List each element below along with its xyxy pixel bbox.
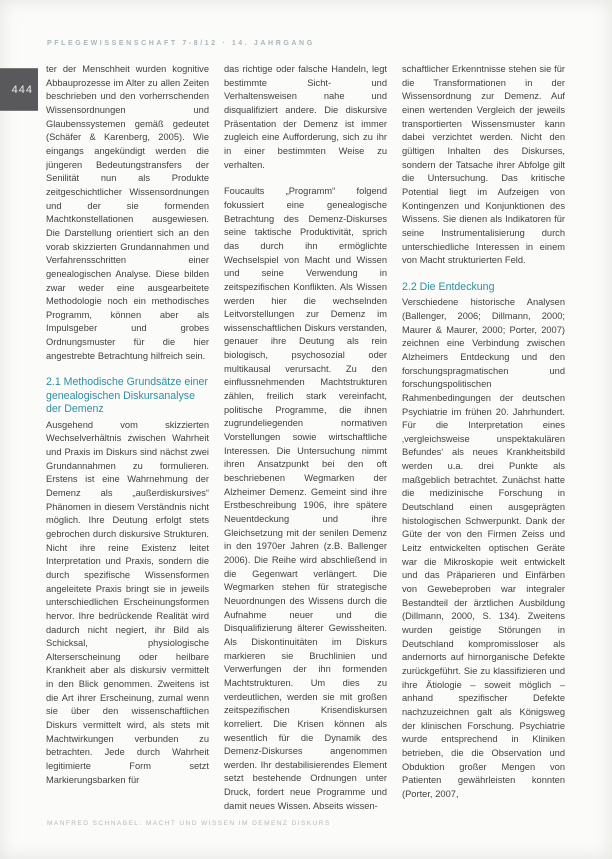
article-body [46, 63, 565, 810]
body-paragraph: Verschiedene historische Analysen (Ballenger, 2006; Dillmann, 2000; Maurer & Maurer, 2000; Porter, 2007) zeichnen eine Verbindung zwischen Alzheimers Entdeckung und den forschungspragmatischen und forschungspolitischen Rahmenbedingungen der deutschen Psychiatrie im frühen 20. Jahrhundert. Für die Interpretation eines ‚vergleichsweise unspektakulären Befundes‘ als neues Krankheitsbild werden u.a. drei Punkte als maßgeblich betrachtet. Zunächst hatte die medizinische Forschung in Deutschland einen ausgeprägten histologischen Schwerpunkt. Dank der Güte der von den Firmen Zeiss und Leitz entwickelten optischen Geräte war die Mikroskopie weit entwickelt und das Präparieren und Einfärben von Gewebeproben war integraler Bestandteil der ärztlichen Ausbildung (Dillmann, 2000, S. 134). Zweitens wurden geistige Störungen in Deutschland kompromissloser als andernorts auf hirnorganische Defekte zurückgeführt. Sie zu klassifizieren und ihre Ätiologie – soweit möglich – anhand spezifischer Defekte nachzuzeichnen galt als Königsweg der klinischen Forschung. Psychiatrie wurde entsprechend in Kliniken betrieben, die die Observation und Obduktion großer Mengen von Patienten gewährleisten konnten (Porter, 2007, [402, 297, 565, 799]
footer-byline: MANFRED SCHNABEL: MACHT UND WISSEN IM DEMENZ DISKURS [47, 820, 331, 827]
body-paragraph: Ausgehend vom skizzierten Wechselverhältnis zwischen Wahrheit und Praxis im Diskurs sind nächst zwei Grundannahmen zu formulieren. Erstens ist eine Wahrnehmung der Demenz als „außerdiskursives“ Phänomen in diesem Verständnis nicht möglich. Ihre Deutung erfolgt stets gebrochen durch diskursive Strukturen. Nicht ihre reine Existenz leitet Interpretation und Praxis, sondern die durch spezifische Wissensformen angeleitete Praxis bringt sie in jeweils unterschiedlichen Erscheinungsformen hervor. Ihre bedrückende Realität wird dadurch nicht negiert, ihr Bild als Schicksal, physiologische Alterserscheinung oder heilbare Krankheit aber als diskursiv vermittelt in den Blick genommen. Zweitens ist die Art ihrer Erscheinung, zumal wenn sie über den wissenschaftlichen Diskurs vermittelt wird, als stets mit Machtwirkungen verbunden zu betrachten. Jede durch Wahrheit legitimierte Form setzt Markierungsbarken für [46, 419, 209, 785]
text-column-2 [224, 63, 387, 810]
body-paragraph: das richtige oder falsche Handeln, legt bestimmte Sicht- und Verhaltensweisen nahe und disqualifiziert andere. Die diskursive Präsentation der Demenz ist immer zugleich eine Aufforderung, sich zu ihr in einer bestimmten Weise zu verhalten. [224, 64, 387, 170]
section-heading: 2.1 Methodische Grundsätze einer genealogischen Diskursanalyse der Demenz [46, 376, 208, 416]
body-paragraph: Foucaults „Programm“ folgend fokussiert eine genealogische Betrachtung des Demenz-Diskurses seine taktische Produktivität, sprich das durch ihn ermöglichte Wechselspiel von Macht und Wissen und seine Verwendung in zeitspezifischen Konflikten. Als Wissen werden hier die wechselnden Leitvorstellungen zur Demenz im wissenschaftlichen Diskurs verstanden, genauer ihre Deutung als rein biologisch, psychosozial oder multikausal verursacht. Zu den einflussnehmenden Machtstrukturen zählen, freilich stark vereinfacht, politische Programme, die ihnen zugrundeliegenden normativen Vorstellungen sowie wirtschaftliche Interessen. Die Untersuchung nimmt ihren Ansatzpunkt bei den oft beschriebenen Wegmarken der Alzheimer Demenz. Gemeint sind ihre Erstbeschreibung 1906, ihre spätere Neuentdeckung und ihre Gleichsetzung mit der senilen Demenz in den 1970er Jahren (z.B. Ballenger 2006). Die Reihe wird abschließend in die Gegenwart verlängert. Die Wegmarken stehen für strategische Neuordnungen des Wissens durch die Aufnahme neuer und die Disqualifizierung älterer Gewissheiten. Als Diskontinuitäten im Diskurs markieren sie Bruchlinien und Verwerfungen der ihn formenden Machtstrukturen. Um dies zu verdeutlichen, werden sie mit großen zeitspezifischen Krisendiskursen korreliert. Die Krisen können als wesentlich für die Dynamik des Demenz-Diskurses angenommen werden. Ihr destabilisierendes Element setzt bestehende Ordnungen unter Druck, fordert neue Programme und damit neues Wissen. Abseits wissen- [224, 186, 387, 810]
text-column-3 [402, 63, 565, 810]
body-paragraph: schaftlicher Erkenntnisse stehen sie für die Transformationen in der Wissensordnung zur Demenz. Auf einen wertenden Vergleich der jeweils transportierten Wissensmuster kann dabei verzichtet werden. Nicht den gültigen Inhalten des Diskurses, sondern der Tatsache ihrer Abfolge gilt die Untersuchung. Das kritische Potential liegt im Aufzeigen von Kontingenzen und Konjunktionen des Wissens. Sie dienen als Indikatoren für seine Instrumentalisierung durch unterschiedliche Interessen in einem von Macht strukturierten Feld. [402, 64, 565, 266]
text-column-1 [46, 63, 209, 810]
page-number-badge: 444 [0, 68, 38, 111]
section-heading: 2.2 Die Entdeckung [402, 280, 495, 293]
journal-header: PFLEGEWISSENSCHAFT 7-8/12 · 14. JAHRGANG [47, 40, 315, 47]
body-paragraph: ter der Menschheit wurden kognitive Abbauprozesse im Alter zu allen Zeiten beschrieben und den vorherrschenden Wissensordnungen und Glaubenssystemen gemäß gedeutet (Schäfer & Karenberg, 2005). Wie eingangs angekündigt werden die jüngeren Bedeutungstransfers der Senilität nun als Produkte zeitgeschichtlicher Wissensordnungen und der sie formenden Machtkonstellationen ausgewiesen. Die Darstellung orientiert sich an den vorab skizzierten Grundannahmen und Verfahrensschritten einer genealogischen Analyse. Diese bilden zwar weder eine ausgearbeitete Methodologie noch ein methodisches Programm, können aber als Impulsgeber und grobes Ordnungsmuster für die hier angestrebte Betrachtung hilfreich sein. [46, 64, 209, 361]
